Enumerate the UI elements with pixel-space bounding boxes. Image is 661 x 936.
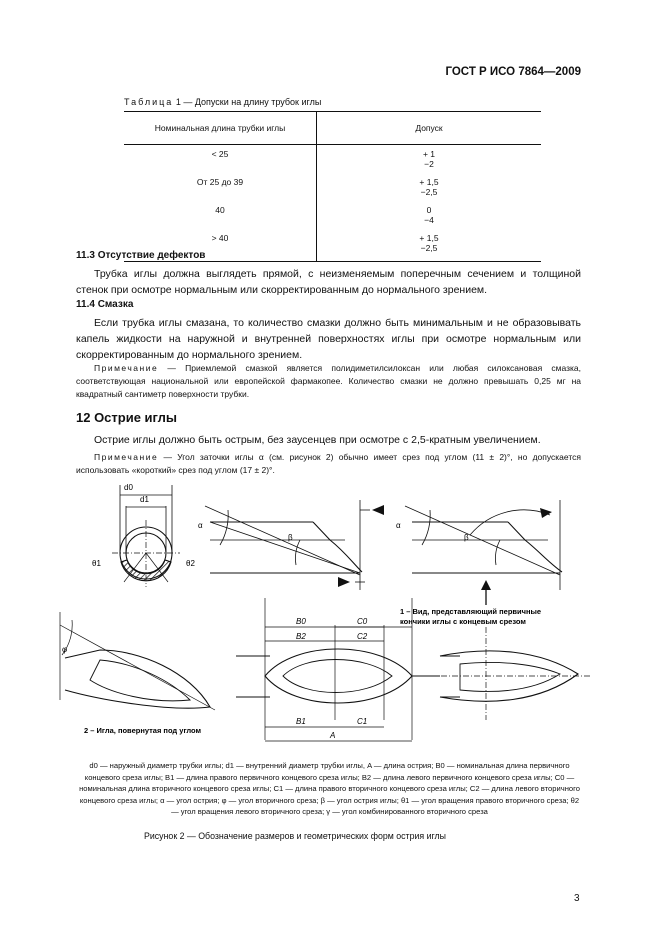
cell-length: < 25	[124, 145, 317, 178]
note-text: — Приемлемой смазкой является полидиметилсилоксан или любая силоксановая смазка, соответствующая национальной или европейской фармакопее. Количество смазки не должно превышать 0,25 мг на квадратный сантиметр поверхности трубки.	[76, 363, 581, 399]
table-row	[124, 205, 541, 233]
callout-1-line2: кончики иглы с концевым срезом	[400, 617, 526, 626]
cell-tolerance	[317, 205, 542, 233]
side-view-2	[405, 500, 562, 590]
section-12-heading: 12 Острие иглы	[76, 410, 177, 425]
section-11-4-note	[76, 362, 581, 401]
table-caption	[124, 97, 321, 107]
tolerance-table	[124, 111, 541, 262]
figure-2-drawing	[0, 478, 661, 758]
col-header-length: Номинальная длина трубки иглы	[124, 112, 317, 145]
col-header-tolerance: Допуск	[317, 112, 542, 145]
label-B2: B2	[296, 632, 306, 641]
note-prefix: Примечание	[94, 452, 159, 462]
label-beta: β	[288, 533, 293, 542]
cell-tolerance	[317, 177, 542, 205]
tol-upper: + 1,5	[419, 233, 439, 243]
cell-length: > 40	[124, 233, 317, 262]
label-theta1: θ1	[92, 559, 101, 568]
side-view-1	[205, 500, 370, 590]
tol-lower: −4	[424, 215, 434, 225]
table-header-row	[124, 112, 541, 145]
cell-length: 40	[124, 205, 317, 233]
table-caption-text: 1 — Допуски на длину трубок иглы	[175, 97, 322, 107]
label-beta: β	[464, 533, 469, 542]
label-A: A	[330, 731, 336, 740]
label-theta2: θ2	[186, 559, 195, 568]
tol-upper: + 1	[422, 149, 436, 159]
label-d1: d1	[140, 495, 149, 504]
table-row	[124, 177, 541, 205]
table-row	[124, 145, 541, 178]
label-phi: φ	[62, 645, 68, 654]
front-view	[430, 627, 590, 720]
section-11-4-text: Если трубка иглы смазана, то количество смазки должно быть минимальным и не образовывать капель жидкости на наружной и внутренней поверхностях иглы при осмотре нормальным или скорректированным до нормального зрением.	[76, 317, 581, 361]
callout-1-line1: 1 – Вид, представляющий первичные	[400, 607, 542, 616]
document-id: ГОСТ Р ИСО 7864—2009	[445, 66, 581, 78]
tol-upper: + 1,5	[419, 177, 439, 187]
cell-tolerance	[317, 145, 542, 178]
section-12-text: Острие иглы должно быть острым, без заусенцев при осмотре с 2,5-кратным увеличением.	[94, 434, 541, 446]
rotation-arrow	[540, 508, 552, 518]
cell-tolerance	[317, 233, 542, 262]
cell-length: От 25 до 39	[124, 177, 317, 205]
view-arrow	[481, 580, 491, 590]
page-number: 3	[574, 893, 580, 904]
label-C2: C2	[357, 632, 368, 641]
rotated-needle-view	[60, 612, 215, 710]
note-text: — Угол заточки иглы α (см. рисунок 2) обычно имеет срез под углом (11 ± 2)°, но допускается использовать «короткий» срез под углом (17 ± 2)°.	[76, 452, 581, 475]
note-prefix: Примечание	[94, 363, 159, 373]
label-alpha: α	[396, 521, 401, 530]
label-C1: C1	[357, 717, 368, 726]
section-12-note	[76, 451, 581, 477]
figure-legend: d0 — наружный диаметр трубки иглы; d1 — внутренний диаметр трубки иглы, A — длина острия; B0 — номинальная длина первичного концевого среза иглы; B1 — длина правого первичного концевого среза иглы; B2 — длина левого первичного концевого среза иглы; C0 — номинальная длина вторичного концевого среза иглы; C1 — длина правого вторичного концевого среза иглы; C2 — длина левого вторичного концевого среза иглы; α — угол острия; φ — угол вторичного среза; β — угол острия иглы; θ1 — угол вращения правого вторичного среза; θ2 — угол вращения левого вторичного среза; γ — угол комбинированного вторичного среза	[79, 761, 580, 816]
table-caption-prefix: Таблица	[124, 97, 174, 107]
tol-lower: −2,5	[420, 243, 438, 253]
label-d0: d0	[124, 483, 133, 492]
view-arrow	[338, 577, 350, 587]
tol-lower: −2	[424, 159, 434, 169]
figure-caption: Рисунок 2 — Обозначение размеров и геометрических форм острия иглы	[144, 831, 446, 841]
view-arrow	[372, 505, 384, 515]
section-11-3-text: Трубка иглы должна выглядеть прямой, с неизменяемым поперечным сечением и толщиной стенок при осмотре нормальным или скорректированным до нормального зрением.	[76, 268, 581, 296]
section-11-4-heading: 11.4 Смазка	[76, 299, 134, 310]
tol-upper: 0	[426, 205, 432, 215]
label-C0: C0	[357, 617, 368, 626]
tol-lower: −2,5	[420, 187, 438, 197]
label-B1: B1	[296, 717, 306, 726]
label-alpha: α	[198, 521, 203, 530]
label-B0: B0	[296, 617, 306, 626]
section-11-3-heading: 11.3 Отсутствие дефектов	[76, 250, 206, 261]
callout-2: 2 – Игла, повернутая под углом	[84, 726, 202, 735]
